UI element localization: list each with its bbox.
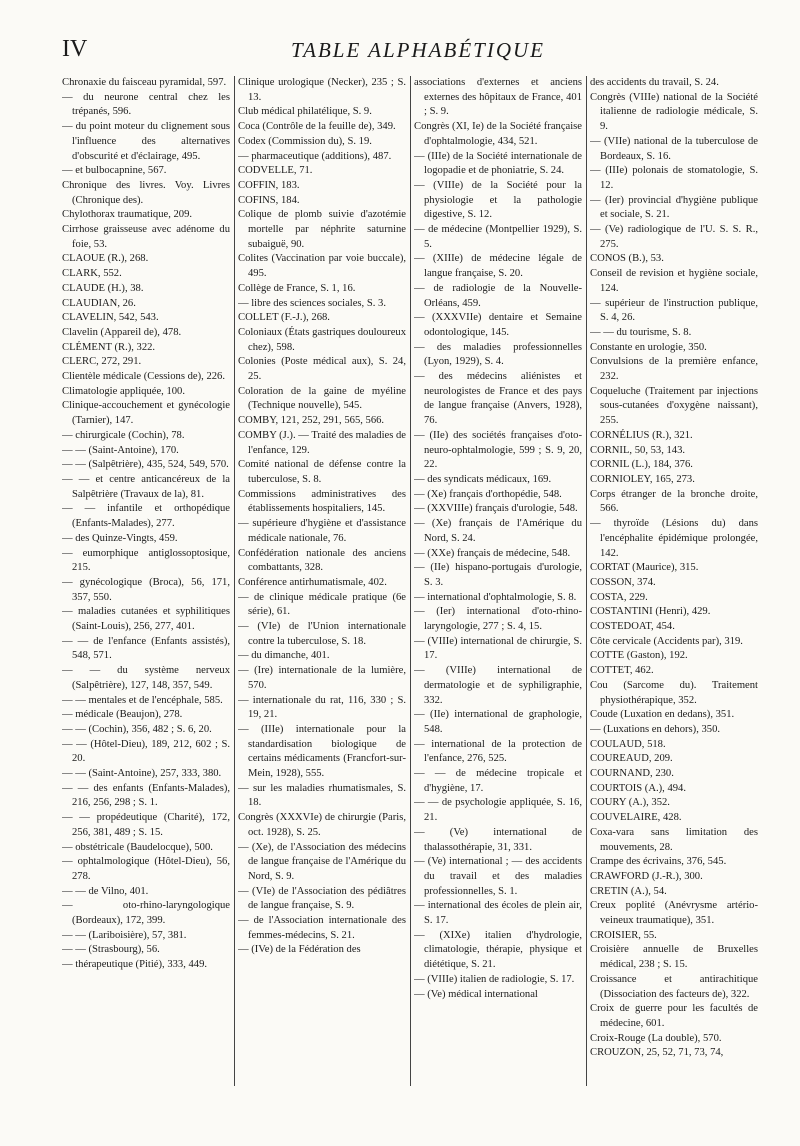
index-entry: CLAUDE (H.), 38. [62,282,144,294]
index-entry: Colonies (Poste médical aux), S. 24, 25. [238,356,406,383]
index-entry: CODVELLE, 71. [238,165,313,177]
index-entry: CORNIL (L.), 184, 376. [590,459,693,471]
index-entry: CROUZON, 25, 52, 71, 73, 74, [590,1047,724,1059]
index-entry: — (IIIe) internationale pour la standardisation biologique de certains médicaments (Francfort-sur-Mein, 1928), 555. [238,723,406,780]
index-entry: COMBY (J.). — Traité des maladies de l'enfance, 129. [238,429,406,456]
index-entry: — maladies cutanées et syphilitiques (Saint-Louis), 256, 277, 401. [62,606,230,633]
index-entry: — et bulbocapnine, 567. [62,165,167,177]
index-entry: — — du tourisme, S. 8. [590,326,692,338]
index-entry: Clinique-accouchement et gynécologie (Tarnier), 147. [62,400,230,427]
index-entry: Conseil de revision et hygiène sociale, 124. [590,268,758,294]
index-entry: COULAUD, 518. [590,738,666,750]
index-entry: CLAOUE (R.), 268. [62,253,149,265]
index-entry: Creux poplité (Anévrysme artério-veineux traumatique), 351. [590,900,758,927]
index-entry: — (IIe) hispano-portugais d'urologie, S. 3. [414,562,582,588]
index-entry: — — propédeutique (Charité), 172, 256, 381, 489 ; S. 15. [62,812,230,838]
index-entry: — — de Vilno, 401. [62,885,149,897]
index-entry: Club médical philatélique, S. 9. [238,106,372,118]
index-entry: Codex (Commission du), S. 19. [238,135,372,147]
index-entry: Coca (Contrôle de la feuille de), 349. [238,121,396,133]
index-entry: — (XXXVIIe) dentaire et Semaine odontologique, 145. [414,312,582,338]
index-entry: — de médecine (Montpellier 1929), S. 5. [414,224,582,250]
index-entry: — de radiologie de la Nouvelle-Orléans, 459. [414,282,582,309]
index-column-1 [62,76,230,1136]
index-entry: — (Xe) français d'orthopédie, 548. [414,488,562,500]
index-entry: Confédération nationale des anciens combattants, 328. [238,547,406,574]
index-entry: — du dimanche, 401. [238,650,330,662]
index-entry: COFINS, 184. [238,194,300,206]
index-entry: — obstétricale (Baudelocque), 500. [62,841,213,853]
index-entry: Convulsions de la première enfance, 232. [590,356,758,383]
index-entry: — — (Hôtel-Dieu), 189, 212, 602 ; S. 20. [62,738,230,765]
index-entry: — (Luxations en dehors), 350. [590,723,721,735]
index-entry: — — mentales et de l'encéphale, 585. [62,694,223,706]
index-entry: COURTOIS (A.), 494. [590,782,686,794]
index-entry: Clinique urologique (Necker), 235 ; S. 13. [238,77,406,103]
index-entry: CORNIOLEY, 165, 273. [590,473,695,485]
index-entry: CORNÉLIUS (R.), 321. [590,429,693,441]
column-divider [234,76,235,1086]
index-entry: — (XIXe) italien d'hydrologie, climatologie, thérapie, physique et diététique, S. 21. [414,929,582,971]
index-entry: — (XXVIIIe) français d'urologie, 548. [414,503,578,515]
index-entry: — de clinique médicale pratique (6e série), 61. [238,591,406,618]
index-entry: Collège de France, S. 1, 16. [238,282,356,294]
index-column-4 [590,76,758,1136]
index-entry: Coloniaux (États gastriques douloureux chez), 598. [238,326,406,353]
index-entry: — (VIe) de l'Union internationale contre la tuberculose, S. 18. [238,621,406,647]
index-column-3 [414,76,582,1136]
index-entry: — (VIe) de l'Association des pédiâtres de langue française, S. 9. [238,885,406,912]
index-entry: — — (Salpêtrière), 435, 524, 549, 570. [62,459,229,471]
index-entry: des accidents du travail, S. 24. [590,77,719,88]
index-entry: Congrès (XXXVIe) de chirurgie (Paris, oct. 1928), S. 25. [238,812,406,838]
index-entry: Coude (Luxation en dedans), 351. [590,709,735,721]
index-entry: — — infantile et orthopédique (Enfants-Malades), 277. [62,503,230,530]
column-divider [410,76,411,1086]
index-entry: Climatologie appliquée, 100. [62,385,185,397]
index-entry: Croisière annuelle de Bruxelles médical, 238 ; S. 15. [590,944,758,971]
index-entry: — — (Saint-Antoine), 257, 333, 380. [62,768,222,780]
index-entry: Coqueluche (Traitement par injections sous-cutanées d'oxygène naissant), 255. [590,385,758,427]
index-entry: — (VIIe) national de la tuberculose de Bordeaux, S. 16. [590,135,758,162]
index-entry: — international des écoles de plein air, S. 17. [414,900,582,927]
index-entry: — — de l'enfance (Enfants assistés), 548, 571. [62,635,230,662]
index-entry: CLERC, 272, 291. [62,356,142,368]
index-entry: — — du système nerveux (Salpêtrière), 127, 148, 357, 549. [62,665,230,691]
index-entry: — — des enfants (Enfants-Malades), 216, 256, 298 ; S. 1. [62,782,230,809]
index-entry: — international d'ophtalmologie, S. 8. [414,591,577,603]
index-entry: — (Xe) français de l'Amérique du Nord, S. 24. [414,518,582,544]
index-entry: — (XXe) français de médecine, 548. [414,547,571,559]
index-entry: COURNAND, 230. [590,768,674,780]
index-column-2 [238,76,406,1136]
index-entry: — médicale (Beaujon), 278. [62,709,183,721]
index-entry: — pharmaceutique (additions), 487. [238,150,392,162]
index-entry: Croix-Rouge (La double), 570. [590,1032,722,1044]
index-entry: CLÉMENT (R.), 322. [62,341,156,353]
index-entry: — gynécologique (Broca), 56, 171, 357, 550. [62,576,230,603]
index-entry: — (VIIIe) italien de radiologie, S. 17. [414,973,575,985]
index-entry: Colites (Vaccination par voie buccale), 495. [238,253,406,280]
index-columns [62,76,774,1136]
index-entry: Chylothorax traumatique, 209. [62,209,193,221]
index-entry: — — (Saint-Antoine), 170. [62,444,179,456]
index-entry: Congrès (VIIIe) national de la Société italienne de radiologie médicale, S. 9. [590,91,758,133]
index-entry: — thyroïde (Lésions du) dans l'encéphalite épidémique prolongée, 142. [590,518,758,559]
index-entry: Colique de plomb suivie d'azotémie mortelle par néphrite saturnine subaiguë, 90. [238,209,406,250]
index-entry: — (IIIe) de la Société internationale de logopadie et de phoniatrie, S. 24. [414,150,582,177]
index-entry: — des syndicats médicaux, 169. [414,473,552,485]
index-entry: Chronaxie du faisceau pyramidal, 597. [62,77,227,88]
index-entry: — du point moteur du clignement sous l'influence des alternatives d'obscurité et d'éclairage, 495. [62,121,230,162]
index-entry: — (Xe), de l'Association des médecins de langue française de l'Amérique du Nord, S. 9. [238,841,406,882]
index-entry: — (VIIIe) de la Société pour la physiologie et la pathologie digestive, S. 12. [414,179,582,221]
index-entry: — (IVe) de la Fédération des [238,944,361,956]
index-entry: COFFIN, 183. [238,179,300,191]
index-entry: — sur les maladies rhumatismales, S. 18. [238,782,406,809]
index-entry: — chirurgicale (Cochin), 78. [62,429,185,441]
index-entry: Croissance et antirachitique (Dissociation des facteurs de), 322. [590,973,758,1000]
index-entry: CRAWFORD (J.-R.), 300. [590,870,703,882]
index-entry: CORTAT (Maurice), 315. [590,562,699,574]
index-entry: COSTEDOAT, 454. [590,621,675,633]
index-entry: CLAVELIN, 542, 543. [62,312,159,324]
index-entry: CORNIL, 50, 53, 143. [590,444,686,456]
index-entry: — ophtalmologique (Hôtel-Dieu), 56, 278. [62,856,230,882]
index-entry: — — (Strasbourg), 56. [62,944,160,956]
index-entry: — (VIIIe) international de dermatologie et de syphiligraphie, 332. [414,665,582,706]
index-entry: — (Ier) provincial d'hygiène publique et sociale, S. 21. [590,194,758,221]
index-entry: — — (Cochin), 356, 482 ; S. 6, 20. [62,723,212,735]
index-entry: COSTANTINI (Henri), 429. [590,606,711,618]
index-entry: Clientèle médicale (Cessions de), 226. [62,371,225,383]
index-entry: — oto-rhino-laryngologique (Bordeaux), 172, 399. [62,900,230,927]
index-entry: COSTA, 229. [590,591,648,603]
index-entry: — des Quinze-Vingts, 459. [62,532,178,544]
index-entry: — internationale du rat, 116, 330 ; S. 19, 21. [238,694,406,721]
index-entry: — (Ve) radiologique de l'U. S. S. R., 275. [590,224,758,250]
index-entry: Coloration de la gaine de myéline (Technique nouvelle), 545. [238,385,406,412]
index-entry: CRETIN (A.), 54. [590,885,667,897]
index-entry: COUVELAIRE, 428. [590,812,682,824]
index-entry: Constante en urologie, 350. [590,341,707,353]
page-title: TABLE ALPHABÉTIQUE [291,38,545,62]
index-entry: — (Ve) médical international [414,988,538,1000]
index-entry: — (IIe) international de graphologie, 548. [414,709,582,735]
index-entry: — international de la protection de l'enfance, 276, 525. [414,738,582,765]
index-entry: associations d'externes et anciens externes des hôpitaux de France, 401 ; S. 9. [414,77,582,118]
index-entry: Congrès (XI, Ie) de la Société française d'ophtalmologie, 434, 521. [414,121,582,147]
index-entry: — (Ve) international ; — des accidents du travail et des maladies professionnelles, S. 1. [414,856,582,897]
index-entry: Cirrhose graisseuse avec adénome du foie, 53. [62,224,230,250]
index-entry: Commissions administratives des établissements hospitaliers, 145. [238,488,406,515]
index-entry: COTTE (Gaston), 192. [590,650,688,662]
index-entry: Corps étranger de la bronche droite, 566. [590,488,758,515]
page-number: IV [62,36,88,62]
column-divider [586,76,587,1086]
index-entry: Croix de guerre pour les facultés de médecine, 601. [590,1003,758,1029]
index-entry: — (XIIIe) de médecine légale de langue française, S. 20. [414,253,582,280]
index-entry: COSSON, 374. [590,576,656,588]
index-entry: COMBY, 121, 252, 291, 565, 566. [238,415,385,427]
index-entry: — (IIe) des sociétés françaises d'oto-neuro-ophtalmologie, 599 ; S. 9, 20, 22. [414,429,582,471]
index-entry: Crampe des écrivains, 376, 545. [590,856,727,868]
index-entry: CONOS (B.), 53. [590,253,664,265]
index-entry: Chronique des livres. Voy. Livres (Chronique des). [62,179,230,206]
index-entry: — (Ire) internationale de la lumière, 570. [238,665,406,691]
index-entry: — de l'Association internationale des femmes-médecins, S. 21. [238,915,406,941]
index-entry: — — (Lariboisière), 57, 381. [62,929,187,941]
index-entry: — supérieur de l'instruction publique, S. 4, 26. [590,297,758,324]
index-entry: — (IIIe) polonais de stomatologie, S. 12. [590,165,758,191]
index-entry: — (Ve) international de thalassothérapie, 31, 331. [414,826,582,853]
index-entry: — supérieure d'hygiène et d'assistance médicale nationale, 76. [238,518,406,544]
index-entry: COTTET, 462. [590,665,654,677]
index-entry: COLLET (F.-J.), 268. [238,312,330,324]
index-entry: — — de psychologie appliquée, S. 16, 21. [414,797,582,824]
index-entry: — (Ier) international d'oto-rhino-laryngologie, 277 ; S. 4, 15. [414,606,582,633]
index-entry: Clavelin (Appareil de), 478. [62,326,182,338]
index-entry: Côte cervicale (Accidents par), 319. [590,635,743,647]
index-entry: Cou (Sarcome du). Traitement physiothérapique, 352. [590,679,758,706]
index-entry: Comité national de défense contre la tuberculose, S. 8. [238,459,406,485]
index-entry: — thérapeutique (Pitié), 333, 449. [62,959,208,971]
index-entry: CLAUDIAN, 26. [62,297,136,309]
index-entry: Conférence antirhumatismale, 402. [238,576,387,588]
index-entry: COUREAUD, 209. [590,753,673,765]
index-entry: — des médecins aliénistes et neurologistes de France et des pays de langue française (Anvers, 1928), 76. [414,371,582,427]
page-header [62,36,774,66]
index-entry: Coxa-vara sans limitation des mouvements, 28. [590,826,758,853]
index-entry: — eumorphique antiglossoptosique, 215. [62,547,230,574]
index-entry: — — de médecine tropicale et d'hygiène, 17. [414,768,582,794]
index-entry: CROISIER, 55. [590,929,657,941]
index-entry: — libre des sciences sociales, S. 3. [238,297,386,309]
index-entry: CLARK, 552. [62,268,122,280]
index-entry: — (VIIIe) international de chirurgie, S. 17. [414,635,582,662]
index-entry: — — et centre anticancéreux de la Salpêtrière (Travaux de la), 81. [62,473,230,500]
index-entry: COURY (A.), 352. [590,797,670,809]
index-entry: — du neurone central chez les trépanés, 596. [62,91,230,118]
index-entry: — des maladies professionnelles (Lyon, 1929), S. 4. [414,341,582,368]
